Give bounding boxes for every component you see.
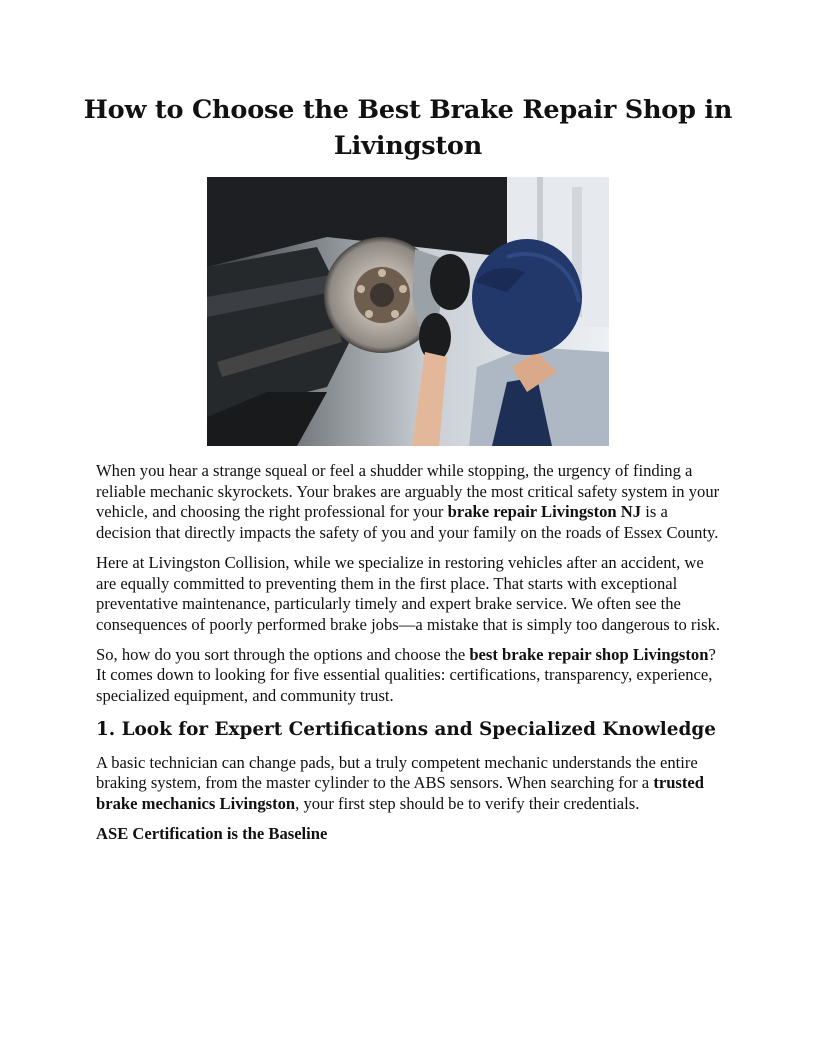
keyword-bold: brake repair Livingston NJ <box>447 502 642 522</box>
article-body <box>96 461 726 845</box>
section-heading: 1. Look for Expert Certifications and Specialized Knowledge <box>96 718 716 740</box>
hero-image <box>207 177 609 446</box>
brake-repair-illustration <box>207 177 609 446</box>
about-paragraph: Here at Livingston Collision, while we specialize in restoring vehicles after an accident, we are equally committed to preventing them in the first place. That starts with exceptional preventative maintenance, particularly timely and expert brake service. We often see the consequences of poorly performed brake jobs—a mistake that is simply too dangerous to risk. <box>96 552 720 634</box>
qualities-paragraph: So, how do you sort through the options and choose the best brake repair shop Livingston? It comes down to looking for five essential qualities: certifications, transparency, experience, specialized equipment, and community trust. <box>96 644 716 706</box>
article-title: How to Choose the Best Brake Repair Shop in Livingston <box>83 95 733 161</box>
subsection-heading: ASE Certification is the Baseline <box>96 823 328 843</box>
certification-paragraph: A basic technician can change pads, but a truly competent mechanic understands the entire braking system, from the master cylinder to the ABS sensors. When searching for a trusted brake mechanics Livingston, your first step should be to verify their credentials. <box>96 752 705 814</box>
keyword-bold: trusted brake mechanics Livingston <box>96 773 705 814</box>
keyword-bold: best brake repair shop Livingston <box>469 644 709 664</box>
intro-paragraph: When you hear a strange squeal or feel a shudder while stopping, the urgency of finding a reliable mechanic skyrockets. Your brakes are arguably the most critical safety system in your vehicle, and choosing the right professional for your brake repair Livingston NJ is a decision that directly impacts the safety of you and your family on the roads of Essex County. <box>96 461 720 543</box>
